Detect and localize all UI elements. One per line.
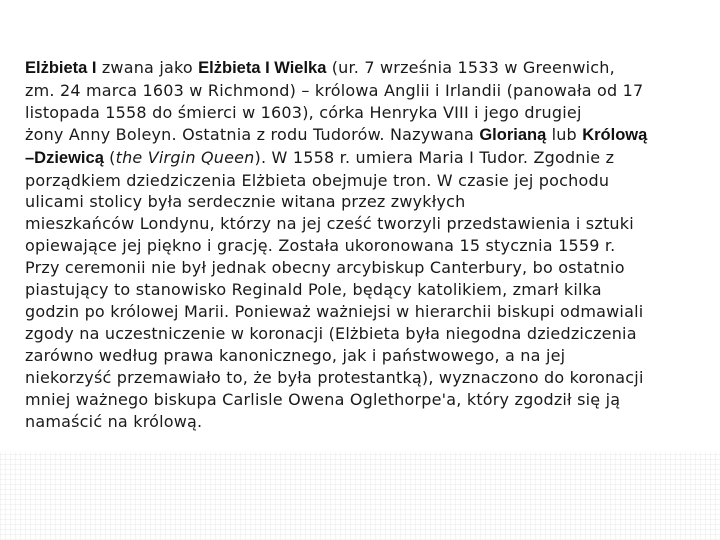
text-line-11: piastujący to stanowisko Reginald Pole, będący katolikiem, zmarł kilka <box>25 280 602 300</box>
term-elzbieta-i-wielka: Elżbieta I Wielka <box>198 59 327 77</box>
text-line-12: godzin po królowej Marii. Ponieważ ważniejsi w hierarchii biskupi odmawiali <box>25 301 644 321</box>
text-line-16: mniej ważnego biskupa Carlisle Owena Oglethorpe'a, który zgodził się ją <box>25 389 621 409</box>
term-dziewica: –Dziewicą <box>25 148 104 167</box>
text-segment: zwana jako <box>96 58 199 77</box>
text-segment: lub <box>546 124 583 144</box>
text-segment: żony Anny Boleyn. Ostatnia z rodu Tudorów. Nazywana <box>25 124 480 144</box>
text-line-4 <box>25 124 695 147</box>
text-line-10: Przy ceremonii nie był jednak obecny arcybiskup Canterbury, bo ostatnio <box>25 258 625 278</box>
text-line-9: opiewające jej piękno i grację. Została ukoronowana 15 stycznia 1559 r. <box>25 236 616 256</box>
term-krolowa: Królową <box>582 125 648 144</box>
text-line-5 <box>25 147 695 170</box>
italic-virgin-queen: the Virgin Queen <box>115 147 255 167</box>
term-elzbieta-i: Elżbieta I <box>25 59 97 77</box>
text-line-14: zarówno według prawa kanonicznego, jak i państwowego, a na jej <box>25 345 566 365</box>
text-segment: ). W 1558 r. umiera Maria I Tudor. Zgodnie z <box>254 147 615 167</box>
body-text <box>25 57 695 432</box>
text-line-15: niekorzyść przemawiało to, że była protestantką), wyznaczono do koronacji <box>25 367 644 387</box>
term-gloriana: Glorianą <box>479 125 547 144</box>
text-line-2: zm. 24 marca 1603 w Richmond) – królowa Anglii i Irlandii (panowała od 17 <box>25 80 644 100</box>
text-line-1 <box>25 57 695 80</box>
text-line-17: namaścić na królową. <box>25 411 203 431</box>
text-line-13: zgody na uczestniczenie w koronacji (Elżbieta była niegodna dziedziczenia <box>25 323 637 343</box>
text-line-8: mieszkańców Londynu, którzy na jej cześć tworzyli przedstawienia i sztuki <box>25 214 634 234</box>
bottom-texture <box>0 452 720 540</box>
text-segment: ( <box>103 147 116 167</box>
text-line-3: listopada 1558 do śmierci w 1603), córka Henryka VIII i jego drugiej <box>25 102 582 122</box>
text-line-6: porządkiem dziedziczenia Elżbieta obejmuje tron. W czasie jej pochodu <box>25 170 610 190</box>
text-segment: (ur. 7 września 1533 w Greenwich, <box>326 58 615 77</box>
text-line-7: ulicami stolicy była serdecznie witana przez zwykłych <box>25 192 466 212</box>
